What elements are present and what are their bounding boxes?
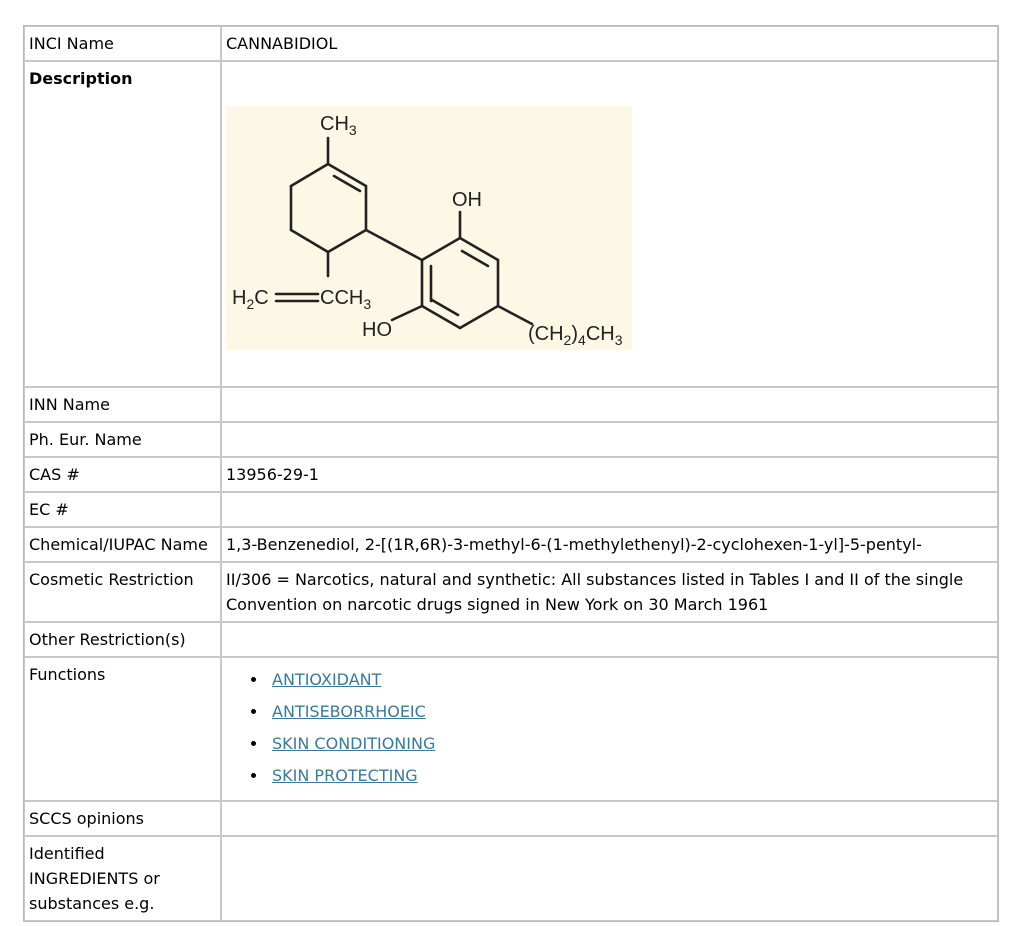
row-ph-eur-name bbox=[24, 422, 998, 457]
sccs-opinions-label: SCCS opinions bbox=[24, 801, 221, 836]
row-cosmetic-restriction bbox=[24, 562, 998, 622]
inci-name-value: CANNABIDIOL bbox=[221, 26, 998, 61]
functions-list bbox=[226, 664, 993, 792]
ec-value bbox=[221, 492, 998, 527]
ph-eur-name-value bbox=[221, 422, 998, 457]
row-sccs-opinions bbox=[24, 801, 998, 836]
pentyl-label: $(CH_2)_4CH_3$ bbox=[528, 323, 623, 348]
chemical-structure-image bbox=[226, 106, 632, 350]
h2c-label: $H_2C$ bbox=[232, 287, 269, 312]
sccs-opinions-value bbox=[221, 801, 998, 836]
function-link-skin-protecting[interactable]: SKIN PROTECTING bbox=[272, 766, 418, 785]
other-restrictions-label: Other Restriction(s) bbox=[24, 622, 221, 657]
oh-label: OH bbox=[452, 189, 482, 211]
function-item bbox=[268, 728, 993, 760]
functions-label: Functions bbox=[24, 657, 221, 801]
function-item bbox=[268, 696, 993, 728]
row-cas bbox=[24, 457, 998, 492]
ho-label: HO bbox=[362, 319, 392, 341]
inci-name-label: INCI Name bbox=[24, 26, 221, 61]
row-description bbox=[24, 61, 998, 387]
row-functions bbox=[24, 657, 998, 801]
cannabidiol-structure-diagram bbox=[226, 106, 632, 350]
function-link-antiseborrhoeic[interactable]: ANTISEBORRHOEIC bbox=[272, 702, 426, 721]
ch3-methyl-label: $CH_3$ bbox=[320, 113, 357, 138]
description-value bbox=[221, 61, 998, 387]
inn-name-value bbox=[221, 387, 998, 422]
iupac-name-label: Chemical/IUPAC Name bbox=[24, 527, 221, 562]
ph-eur-name-label: Ph. Eur. Name bbox=[24, 422, 221, 457]
identified-ingredients-value bbox=[221, 836, 998, 921]
function-item bbox=[268, 664, 993, 696]
identified-ingredients-label: Identified INGREDIENTS or substances e.g. bbox=[24, 836, 221, 921]
inn-name-label: INN Name bbox=[24, 387, 221, 422]
description-label: Description bbox=[24, 61, 221, 387]
cas-value: 13956-29-1 bbox=[221, 457, 998, 492]
row-inn-name bbox=[24, 387, 998, 422]
cas-label: CAS # bbox=[24, 457, 221, 492]
row-iupac-name bbox=[24, 527, 998, 562]
cosmetic-restriction-label: Cosmetic Restriction bbox=[24, 562, 221, 622]
function-link-antioxidant[interactable]: ANTIOXIDANT bbox=[272, 670, 382, 689]
cch3-label: $CCH_3$ bbox=[320, 287, 372, 312]
function-link-skin-conditioning[interactable]: SKIN CONDITIONING bbox=[272, 734, 436, 753]
row-ec bbox=[24, 492, 998, 527]
ec-label: EC # bbox=[24, 492, 221, 527]
other-restrictions-value bbox=[221, 622, 998, 657]
row-other-restrictions bbox=[24, 622, 998, 657]
row-inci-name bbox=[24, 26, 998, 61]
function-item bbox=[268, 760, 993, 792]
functions-value bbox=[221, 657, 998, 801]
ingredient-table bbox=[23, 25, 999, 922]
cosmetic-restriction-value: II/306 = Narcotics, natural and synthetic: All substances listed in Tables I and II of the single Convention on narcotic drugs signed in New York on 30 March 1961 bbox=[221, 562, 998, 622]
iupac-name-value: 1,3-Benzenediol, 2-[(1R,6R)-3-methyl-6-(1-methylethenyl)-2-cyclohexen-1-yl]-5-pentyl- bbox=[221, 527, 998, 562]
row-identified-ingredients bbox=[24, 836, 998, 921]
